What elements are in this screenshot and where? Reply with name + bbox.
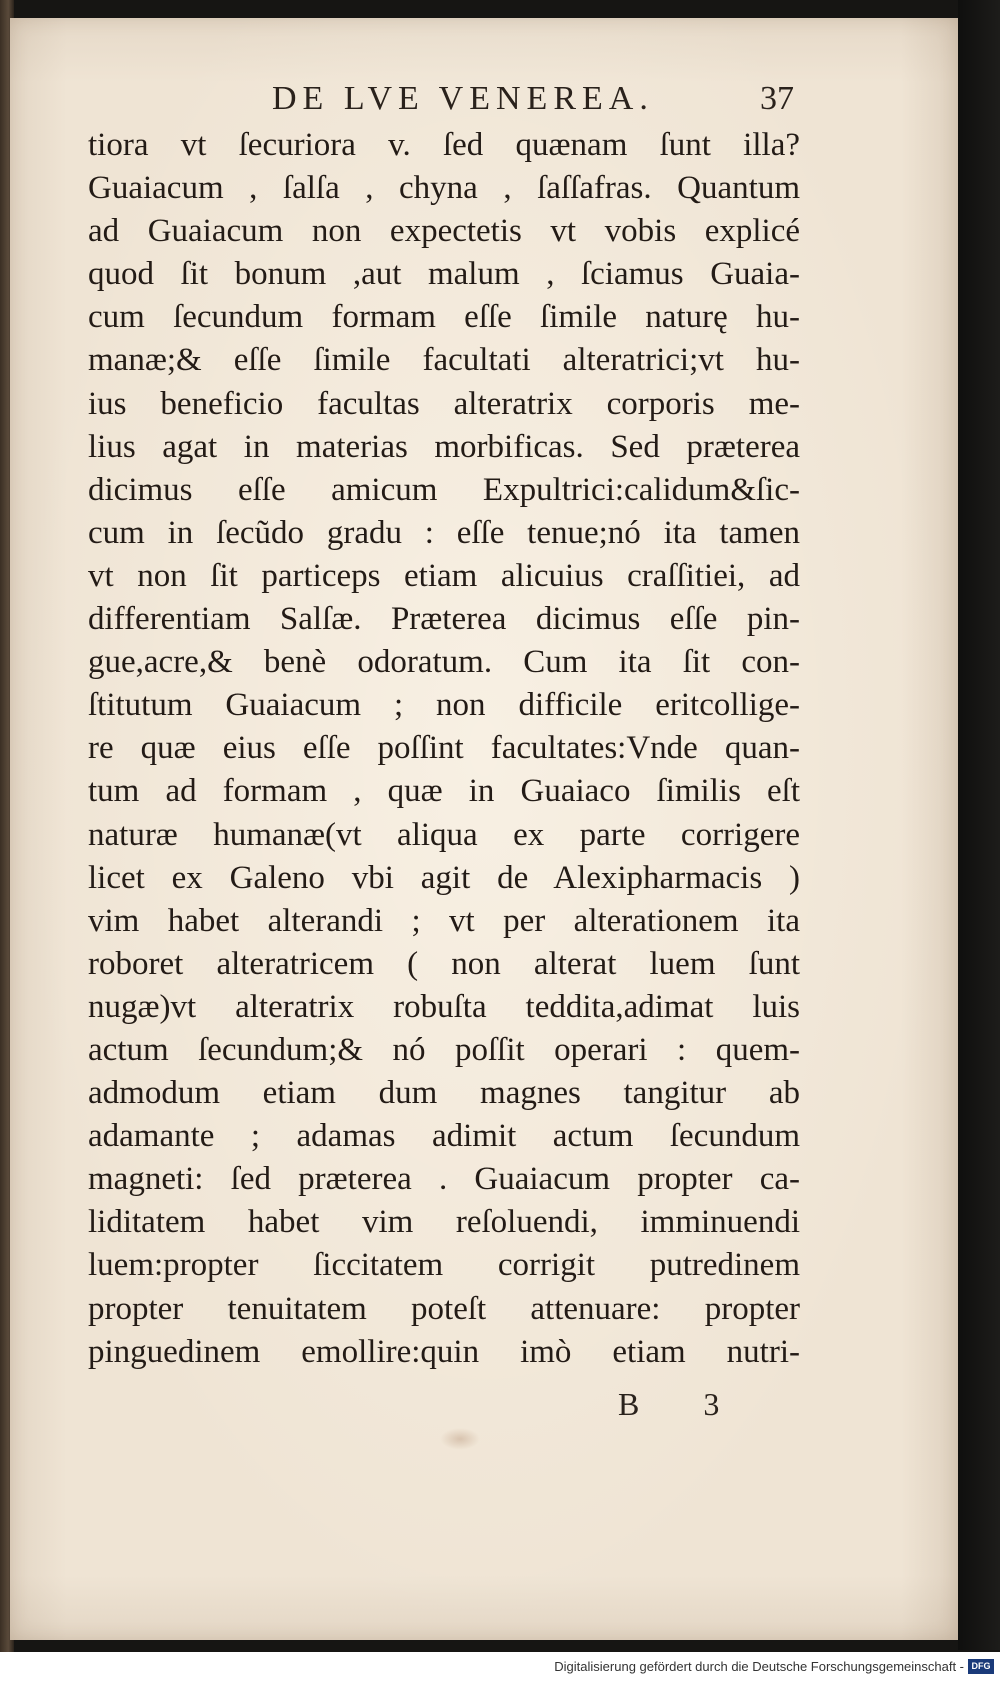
text-line: dicimus eſſe amicum Expultrici:calidum&ſic-	[88, 471, 800, 508]
text-line: quod ſit bonum ,aut malum , ſciamus Guaia-	[88, 256, 800, 293]
funding-credit: Digitalisierung gefördert durch die Deutsche Forschungsgemeinschaft -	[554, 1659, 964, 1674]
text-line: admodum etiam dum magnes tangitur ab	[88, 1075, 800, 1112]
text-line: magneti: ſed præterea . Guaiacum propter ca-	[88, 1161, 800, 1198]
book-page	[10, 18, 958, 1640]
text-line: tiora vt ſecuriora v. ſed quænam ſunt illa?	[88, 127, 800, 163]
text-line: differentiam Salſæ. Præterea dicimus eſſe pin-	[88, 601, 800, 638]
text-line: gue,acre,& benè odoratum. Cum ita ſit con-	[88, 644, 800, 681]
page-number: 37	[760, 80, 794, 117]
credit-footer	[0, 1652, 1000, 1683]
text-line: luem:propter ſiccitatem corrigit putredinem	[88, 1247, 800, 1284]
text-line: pinguedinem emollire:quin imò etiam nutri-	[88, 1333, 800, 1370]
text-line: lius agat in materias morbificas. Sed præterea	[88, 428, 800, 465]
text-line: Guaiacum , ſalſa , chyna , ſaſſafras. Quantum	[88, 170, 800, 207]
paper-stain	[440, 1428, 480, 1450]
text-line: tum ad formam , quæ in Guaiaco ſimilis eſt	[88, 773, 800, 810]
text-line: cum ſecundum formam eſſe ſimile naturę hu-	[88, 299, 800, 336]
text-line: roboret alteratricem ( non alterat luem ſunt	[88, 945, 800, 982]
text-line: liditatem habet vim reſoluendi, imminuendi	[88, 1204, 800, 1241]
text-line: nugæ)vt alteratrix robuſta teddita,adimat luis	[88, 988, 800, 1025]
body-text	[88, 124, 800, 1374]
text-line: licet ex Galeno vbi agit de Alexipharmacis )	[88, 859, 800, 896]
running-head: DE LVE VENEREA.	[272, 80, 654, 117]
text-line: propter tenuitatem poteſt attenuare: propter	[88, 1290, 800, 1327]
text-line: vt non ſit particeps etiam alicuius craſſitiei, ad	[88, 557, 800, 594]
scan-background	[958, 0, 1000, 1650]
text-line: manæ;& eſſe ſimile facultati alteratrici;vt hu-	[88, 342, 800, 379]
page-header	[10, 80, 958, 130]
signature-mark: B 3	[618, 1386, 748, 1422]
text-line: re quæ eius eſſe poſſint facultates:Vnde quan-	[88, 730, 800, 767]
text-line: actum ſecundum;& nó poſſit operari : quem-	[88, 1031, 800, 1068]
text-line: ad Guaiacum non expectetis vt vobis explicé	[88, 213, 800, 250]
text-line: cum in ſecũdo gradu : eſſe tenue;nó ita tamen	[88, 514, 800, 551]
text-line: vim habet alterandi ; vt per alterationem ita	[88, 902, 800, 939]
dfg-logo-icon: DFG	[968, 1659, 994, 1674]
text-line: adamante ; adamas adimit actum ſecundum	[88, 1118, 800, 1155]
text-line: naturæ humanæ(vt aliqua ex parte corrigere	[88, 816, 800, 853]
text-line: ſtitutum Guaiacum ; non difficile eritcollige-	[88, 687, 800, 724]
text-line: ius beneficio facultas alteratrix corporis me-	[88, 385, 800, 422]
